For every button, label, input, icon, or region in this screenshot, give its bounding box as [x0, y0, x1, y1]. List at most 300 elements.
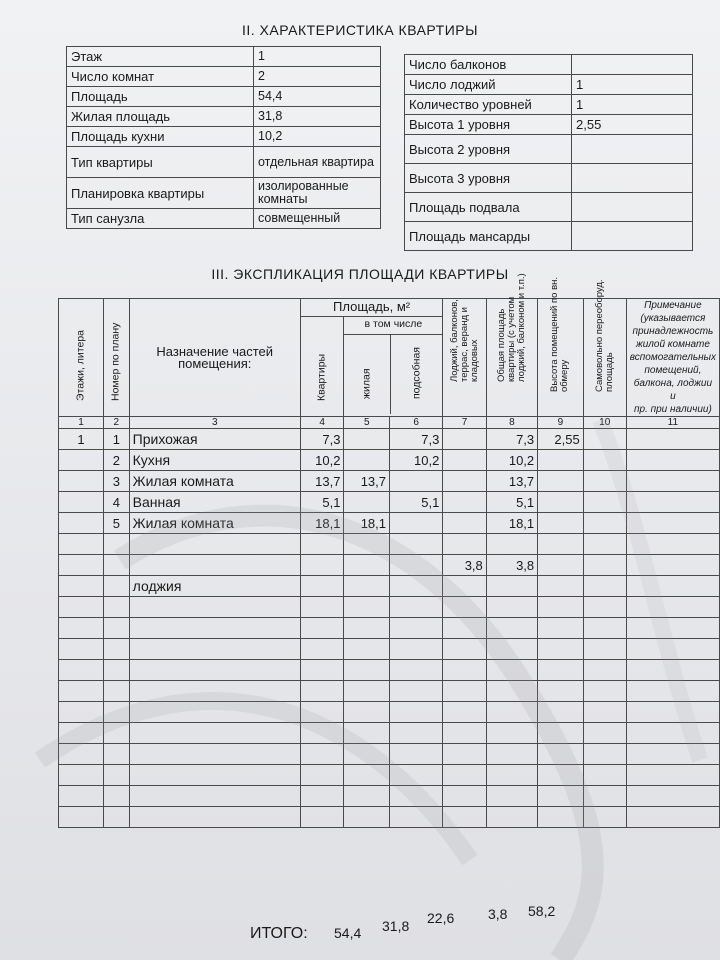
empty-cell: [390, 618, 443, 639]
empty-cell: [129, 618, 300, 639]
loggia-area-cell: [443, 450, 486, 471]
col-height-header: Высота помещений по вн. обмеру: [538, 299, 584, 417]
apartment-area-cell: 18,1: [300, 513, 344, 534]
empty-cell: [626, 744, 719, 765]
purpose-cell: Жилая комната: [129, 513, 300, 534]
char-left-row: [67, 87, 381, 107]
empty-cell: [300, 723, 344, 744]
floor-cell: [59, 450, 104, 471]
empty-cell: [443, 660, 486, 681]
floor-cell: 1: [59, 429, 104, 450]
characteristics-left-table: [66, 46, 381, 229]
col-self-header: Самовольно переоборуд. площадь: [583, 299, 626, 417]
aux-area-cell: 5,1: [390, 492, 443, 513]
char-right-row: [405, 95, 693, 115]
empty-cell: [538, 765, 584, 786]
char-value: [572, 55, 693, 75]
empty-cell: [583, 660, 626, 681]
height-cell: [538, 471, 584, 492]
plan-no-cell: 5: [104, 513, 130, 534]
aux-area-cell: [390, 471, 443, 492]
empty-cell: [129, 681, 300, 702]
empty-cell: [104, 786, 130, 807]
total-area-cell: 18,1: [486, 513, 537, 534]
char-left-row: [67, 147, 381, 178]
empty-cell: [390, 744, 443, 765]
plan-no-cell: [104, 576, 130, 597]
empty-cell: [300, 786, 344, 807]
char-label: Число лоджий: [405, 75, 572, 95]
empty-cell: [129, 660, 300, 681]
empty-cell: [486, 660, 537, 681]
note-cell: [626, 534, 719, 555]
empty-cell: [300, 807, 344, 828]
self-area-cell: [583, 471, 626, 492]
loggia-area-cell: [443, 471, 486, 492]
living-area-cell: [344, 555, 390, 576]
empty-cell: [129, 597, 300, 618]
aux-area-cell: [390, 576, 443, 597]
purpose-cell: Ванная: [129, 492, 300, 513]
empty-cell: [626, 618, 719, 639]
empty-cell: [390, 639, 443, 660]
aux-area-cell: 10,2: [390, 450, 443, 471]
empty-cell: [344, 723, 390, 744]
col-total-header: Общая площадь квартиры (с учетом лоджий, балконом и т.п.): [486, 299, 537, 417]
apartment-area-cell: 7,3: [300, 429, 344, 450]
floor-cell: [59, 513, 104, 534]
empty-cell: [344, 786, 390, 807]
empty-cell: [626, 660, 719, 681]
empty-cell: [583, 618, 626, 639]
empty-cell: [59, 744, 104, 765]
empty-cell: [538, 618, 584, 639]
char-label: Высота 2 уровня: [405, 135, 572, 164]
plan-no-cell: 1: [104, 429, 130, 450]
char-value: отдельная квартира: [254, 147, 381, 178]
note-cell: [626, 576, 719, 597]
characteristics-right-table: [404, 54, 693, 251]
char-value: [572, 164, 693, 193]
char-label: Площадь подвала: [405, 193, 572, 222]
empty-cell: [344, 765, 390, 786]
floor-cell: [59, 471, 104, 492]
empty-cell: [104, 618, 130, 639]
empty-cell: [390, 786, 443, 807]
self-area-cell: [583, 576, 626, 597]
column-number-row: [59, 417, 720, 429]
char-right-row: [405, 164, 693, 193]
empty-row: [59, 786, 720, 807]
empty-cell: [344, 681, 390, 702]
empty-cell: [104, 660, 130, 681]
empty-cell: [626, 681, 719, 702]
table-row: [59, 555, 720, 576]
char-value: 31,8: [254, 107, 381, 127]
empty-cell: [344, 807, 390, 828]
empty-cell: [344, 618, 390, 639]
col-purpose-header: Назначение частей помещения:: [129, 299, 300, 417]
char-right-row: [405, 75, 693, 95]
empty-cell: [486, 681, 537, 702]
total-area-cell: [486, 534, 537, 555]
char-value: [572, 222, 693, 251]
total-living: 31,8: [382, 918, 410, 934]
column-number: 1: [59, 417, 104, 429]
empty-cell: [443, 744, 486, 765]
empty-cell: [300, 702, 344, 723]
self-area-cell: [583, 450, 626, 471]
char-label: Число балконов: [405, 55, 572, 75]
floor-cell: [59, 555, 104, 576]
empty-cell: [626, 723, 719, 744]
empty-cell: [486, 765, 537, 786]
table-row: [59, 429, 720, 450]
empty-cell: [344, 597, 390, 618]
char-value: 1: [572, 95, 693, 115]
column-number: 8: [486, 417, 537, 429]
char-left-row: [67, 107, 381, 127]
purpose-cell: Кухня: [129, 450, 300, 471]
column-number: 3: [129, 417, 300, 429]
empty-cell: [104, 639, 130, 660]
char-label: Этаж: [67, 47, 254, 67]
empty-cell: [538, 723, 584, 744]
total-aux: 22,6: [427, 910, 455, 926]
total-area-cell: 5,1: [486, 492, 537, 513]
empty-cell: [104, 807, 130, 828]
char-label: Тип санузла: [67, 209, 254, 229]
empty-cell: [538, 660, 584, 681]
living-area-cell: [344, 576, 390, 597]
table-row: [59, 471, 720, 492]
living-area-cell: 13,7: [344, 471, 390, 492]
loggia-area-cell: [443, 513, 486, 534]
char-value: совмещенный: [254, 209, 381, 229]
empty-cell: [443, 723, 486, 744]
empty-cell: [104, 765, 130, 786]
height-cell: [538, 492, 584, 513]
empty-cell: [344, 744, 390, 765]
plan-no-cell: 4: [104, 492, 130, 513]
char-left-row: [67, 127, 381, 147]
char-value: 2: [254, 67, 381, 87]
empty-cell: [59, 765, 104, 786]
loggia-area-cell: [443, 429, 486, 450]
empty-cell: [390, 702, 443, 723]
empty-cell: [390, 807, 443, 828]
column-number: 7: [443, 417, 486, 429]
empty-cell: [443, 639, 486, 660]
empty-cell: [443, 765, 486, 786]
empty-cell: [390, 681, 443, 702]
plan-no-cell: 2: [104, 450, 130, 471]
empty-cell: [583, 639, 626, 660]
empty-cell: [538, 786, 584, 807]
self-area-cell: [583, 555, 626, 576]
col-aux-header: подсобная: [410, 347, 423, 400]
empty-row: [59, 744, 720, 765]
floor-cell: [59, 576, 104, 597]
total-area-cell: 7,3: [486, 429, 537, 450]
col-area-group-header: Площадь, м²: [300, 299, 443, 317]
empty-row: [59, 660, 720, 681]
table-row: [59, 513, 720, 534]
empty-cell: [104, 723, 130, 744]
col-plan-no-header: Номер по плану: [104, 299, 130, 417]
char-label: Площадь мансарды: [405, 222, 572, 251]
empty-cell: [443, 681, 486, 702]
col-apartment-header: Квартиры: [300, 316, 344, 416]
note-cell: [626, 555, 719, 576]
empty-cell: [626, 807, 719, 828]
empty-cell: [443, 618, 486, 639]
char-value: 1: [254, 47, 381, 67]
column-number: 5: [344, 417, 390, 429]
empty-cell: [626, 597, 719, 618]
column-number: 2: [104, 417, 130, 429]
empty-cell: [486, 618, 537, 639]
empty-cell: [129, 786, 300, 807]
apartment-area-cell: [300, 576, 344, 597]
height-cell: [538, 555, 584, 576]
empty-cell: [583, 681, 626, 702]
empty-cell: [486, 786, 537, 807]
char-left-row: [67, 178, 381, 209]
empty-cell: [626, 702, 719, 723]
empty-cell: [390, 660, 443, 681]
total-area-cell: [486, 576, 537, 597]
column-number: 9: [538, 417, 584, 429]
purpose-cell: Прихожая: [129, 429, 300, 450]
empty-cell: [583, 744, 626, 765]
total-area-cell: 3,8: [486, 555, 537, 576]
aux-area-cell: [390, 534, 443, 555]
empty-cell: [538, 744, 584, 765]
loggia-area-cell: [443, 534, 486, 555]
self-area-cell: [583, 429, 626, 450]
char-label: Количество уровней: [405, 95, 572, 115]
empty-cell: [300, 639, 344, 660]
living-area-cell: [344, 534, 390, 555]
char-label: Высота 3 уровня: [405, 164, 572, 193]
height-cell: [538, 450, 584, 471]
empty-cell: [104, 744, 130, 765]
empty-row: [59, 618, 720, 639]
empty-cell: [443, 807, 486, 828]
char-value: 1: [572, 75, 693, 95]
empty-cell: [583, 765, 626, 786]
empty-cell: [59, 702, 104, 723]
note-cell: [626, 492, 719, 513]
height-cell: [538, 576, 584, 597]
plan-no-cell: 3: [104, 471, 130, 492]
loggia-area-cell: 3,8: [443, 555, 486, 576]
floor-cell: [59, 492, 104, 513]
empty-cell: [300, 660, 344, 681]
empty-cell: [59, 786, 104, 807]
section3-title: III. ЭКСПЛИКАЦИЯ ПЛОЩАДИ КВАРТИРЫ: [211, 266, 509, 282]
apartment-area-cell: 10,2: [300, 450, 344, 471]
char-right-row: [405, 135, 693, 164]
char-left-row: [67, 67, 381, 87]
col-note-header: Примечание (указывается принадлежность жилой комнате вспомогательных помещений, балкона, лоджии и пр. при наличии): [626, 299, 719, 417]
loggia-area-cell: [443, 576, 486, 597]
char-left-row: [67, 209, 381, 229]
empty-row: [59, 723, 720, 744]
note-cell: [626, 471, 719, 492]
apartment-area-cell: [300, 534, 344, 555]
living-area-cell: [344, 492, 390, 513]
empty-row: [59, 765, 720, 786]
plan-no-cell: [104, 534, 130, 555]
empty-cell: [486, 723, 537, 744]
col-floors-header: Этажи, литера: [59, 299, 104, 417]
empty-cell: [129, 723, 300, 744]
empty-cell: [486, 807, 537, 828]
char-label: Тип квартиры: [67, 147, 254, 178]
apartment-area-cell: [300, 555, 344, 576]
table-row: [59, 450, 720, 471]
empty-cell: [59, 597, 104, 618]
empty-row: [59, 639, 720, 660]
char-right-row: [405, 55, 693, 75]
column-number: 6: [390, 417, 443, 429]
empty-cell: [626, 786, 719, 807]
empty-cell: [390, 723, 443, 744]
aux-area-cell: 7,3: [390, 429, 443, 450]
empty-cell: [486, 639, 537, 660]
purpose-cell: лоджия: [129, 576, 300, 597]
section2-title: II. ХАРАКТЕРИСТИКА КВАРТИРЫ: [242, 22, 478, 38]
col-living-header: жилая: [344, 335, 391, 414]
living-area-cell: [344, 429, 390, 450]
living-area-cell: [344, 450, 390, 471]
char-label: Высота 1 уровня: [405, 115, 572, 135]
empty-cell: [626, 639, 719, 660]
column-number: 11: [626, 417, 719, 429]
empty-cell: [59, 807, 104, 828]
height-cell: [538, 513, 584, 534]
total-apartment: 54,4: [334, 925, 362, 941]
char-label: Жилая площадь: [67, 107, 254, 127]
char-value: 54,4: [254, 87, 381, 107]
empty-cell: [59, 723, 104, 744]
empty-cell: [486, 702, 537, 723]
empty-row: [59, 702, 720, 723]
total-label: ИТОГО:: [250, 925, 308, 942]
plan-no-cell: [104, 555, 130, 576]
char-value: 10,2: [254, 127, 381, 147]
empty-cell: [486, 597, 537, 618]
apartment-area-cell: 5,1: [300, 492, 344, 513]
empty-cell: [129, 639, 300, 660]
col-loggia-header: Лоджий, балконов, террас, веранд и кладовых: [443, 299, 486, 417]
empty-cell: [538, 639, 584, 660]
header-row-1: [59, 299, 720, 317]
purpose-cell: [129, 534, 300, 555]
char-right-row: [405, 222, 693, 251]
empty-cell: [59, 618, 104, 639]
self-area-cell: [583, 534, 626, 555]
total-area-cell: 13,7: [486, 471, 537, 492]
empty-cell: [538, 702, 584, 723]
empty-cell: [129, 765, 300, 786]
empty-cell: [583, 723, 626, 744]
empty-cell: [583, 597, 626, 618]
table-row: [59, 534, 720, 555]
empty-row: [59, 681, 720, 702]
empty-cell: [104, 681, 130, 702]
aux-area-cell: [390, 555, 443, 576]
empty-cell: [390, 597, 443, 618]
empty-cell: [583, 786, 626, 807]
column-number: 4: [300, 417, 344, 429]
empty-cell: [104, 597, 130, 618]
purpose-cell: Жилая комната: [129, 471, 300, 492]
table-row: [59, 492, 720, 513]
empty-cell: [59, 660, 104, 681]
empty-cell: [104, 702, 130, 723]
char-right-row: [405, 115, 693, 135]
height-cell: 2,55: [538, 429, 584, 450]
empty-cell: [300, 765, 344, 786]
col-incl-header: в том числе: [344, 318, 442, 335]
char-value: [572, 193, 693, 222]
empty-cell: [129, 807, 300, 828]
empty-cell: [59, 639, 104, 660]
empty-cell: [129, 702, 300, 723]
table-row: [59, 576, 720, 597]
empty-cell: [344, 639, 390, 660]
empty-cell: [443, 597, 486, 618]
empty-cell: [59, 681, 104, 702]
empty-cell: [443, 786, 486, 807]
empty-cell: [583, 807, 626, 828]
living-area-cell: 18,1: [344, 513, 390, 534]
apartment-area-cell: 13,7: [300, 471, 344, 492]
char-label: Площадь кухни: [67, 127, 254, 147]
empty-row: [59, 597, 720, 618]
char-value: [572, 135, 693, 164]
height-cell: [538, 534, 584, 555]
empty-cell: [300, 681, 344, 702]
empty-cell: [344, 702, 390, 723]
empty-cell: [300, 744, 344, 765]
empty-cell: [300, 618, 344, 639]
total-with-loggia: 58,2: [528, 903, 556, 919]
purpose-cell: [129, 555, 300, 576]
char-label: Площадь: [67, 87, 254, 107]
total-area-cell: 10,2: [486, 450, 537, 471]
column-number: 10: [583, 417, 626, 429]
char-right-row: [405, 193, 693, 222]
note-cell: [626, 429, 719, 450]
self-area-cell: [583, 513, 626, 534]
empty-cell: [390, 765, 443, 786]
empty-cell: [300, 597, 344, 618]
empty-cell: [443, 702, 486, 723]
empty-cell: [626, 765, 719, 786]
self-area-cell: [583, 492, 626, 513]
total-loggia: 3,8: [488, 906, 508, 922]
empty-cell: [538, 807, 584, 828]
empty-cell: [538, 597, 584, 618]
char-value: 2,55: [572, 115, 693, 135]
char-left-row: [67, 47, 381, 67]
char-value: изолированные комнаты: [254, 178, 381, 209]
aux-area-cell: [390, 513, 443, 534]
